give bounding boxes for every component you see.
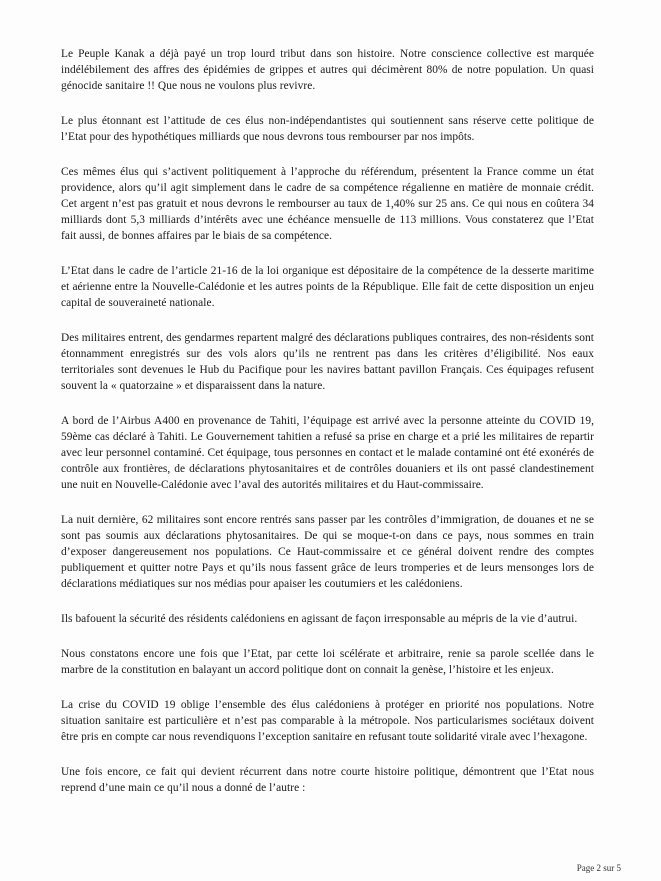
paragraph: Le Peuple Kanak a déjà payé un trop lourd tribut dans son histoire. Notre conscience collective est marquée indélébilement des affres des épidémies de grippes et autres qui décimèrent 80% de notre population. Un quasi génocide sanitaire !! Que nous ne voulons plus revivre.: [61, 48, 594, 92]
paragraph: Ces mêmes élus qui s’activent politiquement à l’approche du référendum, présentent la France comme un état providence, alors qu’il agit simplement dans le cadre de sa compétence régalienne en matière de monnaie crédit. Cet argent n’est pas gratuit et nous devrons le rembourser au taux de 1,40% sur 25 ans. Ce qui nous en coûtera 34 milliards dont 5,3 milliards d’intérêts avec une échéance mensuelle de 113 millions. Vous constaterez que l’Etat fait aussi, de bonnes affaires par le biais de sa compétence.: [61, 166, 594, 242]
paragraph: L’Etat dans le cadre de l’article 21-16 de la loi organique est dépositaire de la compétence de la desserte maritime et aérienne entre la Nouvelle-Calédonie et les autres points de la République. Elle fait de cette disposition un enjeu capital de souveraineté nationale.: [61, 265, 594, 309]
paragraph: Ils bafouent la sécurité des résidents calédoniens en agissant de façon irresponsable au mépris de la vie d’autrui.: [61, 613, 578, 625]
paragraph: A bord de l’Airbus A400 en provenance de Tahiti, l’équipage est arrivé avec la personne atteinte du COVID 19, 59ème cas déclaré à Tahiti. Le Gouvernement tahitien a refusé sa prise en charge et a prié les militaires de repartir avec leur personnel contaminé. Cet équipage, tous personnes en contact et le malade contaminé ont été exonérés de contrôle aux frontières, de déclarations phytosanitaires et de contrôles douaniers et ils ont passé clandestinement une nuit en Nouvelle-Calédonie avec l’aval des autorités militaires et du Haut-commissaire.: [61, 415, 594, 491]
document-body: [61, 46, 594, 815]
paragraph: Des militaires entrent, des gendarmes repartent malgré des déclarations publiques contraires, des non-résidents sont étonnamment enregistrés sur des vols alors qu’ils ne rentrent pas dans les critères d’éligibilité. Nos eaux territoriales sont devenues le Hub du Pacifique pour les navires battant pavillon Français. Ces équipages refusent souvent la « quatorzaine » et disparaissent dans la nature.: [61, 332, 594, 392]
page-number: Page 2 sur 5: [576, 863, 621, 873]
paragraph: La crise du COVID 19 oblige l’ensemble des élus calédoniens à protéger en priorité nos populations. Notre situation sanitaire est particulière et n’est pas comparable à la métropole. Nos particularismes sociétaux doivent être pris en compte car nous revendiquons l’exception sanitaire en refusant toute solidarité virale avec l’hexagone.: [61, 699, 594, 743]
paragraph: Une fois encore, ce fait qui devient récurrent dans notre courte histoire politique, démontrent que l’Etat nous reprend d’une main ce qu’il nous a donné de l’autre :: [61, 766, 594, 794]
paragraph: La nuit dernière, 62 militaires sont encore rentrés sans passer par les contrôles d’immigration, de douanes et ne se sont pas soumis aux déclarations phytosanitaires. De qui se moque-t-on dans ce pays, nous sommes en train d’exposer dangereusement nos populations. Ce Haut-commissaire et ce général doivent rendre des comptes publiquement et quitter notre Pays et qu’ils nous fassent grâce de leurs tromperies et de leurs mensonges lors de déclarations médiatiques sur nos médias pour apaiser les coutumiers et les calédoniens.: [61, 514, 594, 590]
paragraph: Nous constatons encore une fois que l’Etat, par cette loi scélérate et arbitraire, renie sa parole scellée dans le marbre de la constitution en balayant un accord politique dont on connait la genèse, l’histoire et les enjeux.: [61, 648, 594, 676]
paragraph: Le plus étonnant est l’attitude de ces élus non-indépendantistes qui soutiennent sans réserve cette politique de l’Etat pour des hypothétiques milliards que nous devrons tous rembourser par nos impôts.: [61, 115, 594, 143]
